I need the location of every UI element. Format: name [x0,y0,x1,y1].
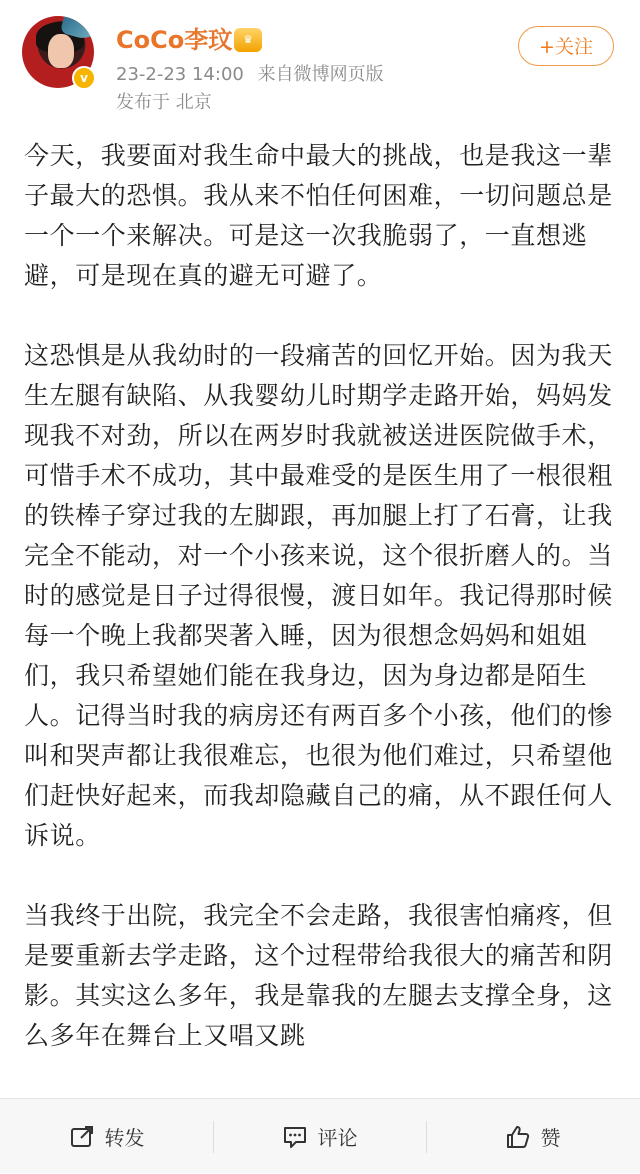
comment-button[interactable] [213,1099,426,1174]
post-location: 发布于 北京 [116,92,212,113]
follow-button[interactable]: +关注 [518,26,614,66]
comment-icon [282,1124,308,1150]
like-label: 赞 [540,1126,561,1150]
like-button[interactable] [426,1099,639,1174]
post-paragraph-3: 当我终于出院，我完全不会走路，我很害怕痛疼，但是要重新去学走路，这个过程带给我很大的痛苦和阴影。其实这么多年，我是靠我的左腿去支撑全身，这么多年在舞台上又唱又跳 [24,901,613,1050]
repost-label: 转发 [104,1126,145,1150]
post-timestamp: 23-2-23 14:00 [116,64,244,85]
comment-label: 评论 [317,1126,358,1150]
post-source: 来自微博网页版 [257,64,384,85]
post-meta [116,62,392,88]
post-paragraph-1: 今天，我要面对我生命中最大的挑战，也是我这一辈子最大的恐惧。我从来不怕任何困难，一切问题总是一个一个来解决。可是这一次我脆弱了，一直想逃避，可是现在真的避无可避了。 [24,141,613,290]
bottom-toolbar [0,1098,640,1173]
repost-icon [69,1124,95,1150]
thumbs-up-icon [505,1124,531,1150]
repost-button[interactable] [0,1099,213,1174]
post-paragraph-2: 这恐惧是从我幼时的一段痛苦的回忆开始。因为我天生左腿有缺陷、从我婴幼儿时期学走路开始，妈妈发现我不对劲，所以在两岁时我就被送进医院做手术，可惜手术不成功，其中最难受的是医生用了一根很粗的铁棒子穿过我的左脚跟，再加腿上打了石膏，让我完全不能动，对一个小孩来说，这个很折磨人的。当时的感觉是日子过得很慢，渡日如年。我记得那时候每一个晚上我都哭著入睡，因为很想念妈妈和姐姐们，我只希望她们能在我身边，因为身边都是陌生人。记得当时我的病房还有两百多个小孩，他们的惨叫和哭声都让我很难忘，也很为他们难过，只希望他们赶快好起来，而我却隐藏自己的痛，从不跟任何人诉说。 [24,341,613,850]
username[interactable]: CoCo李玟 [116,26,233,54]
avatar-face [48,34,74,68]
verified-badge-icon: v [72,66,96,90]
post-header [0,0,640,120]
post-body [24,136,620,1098]
vip-crown-icon: ♛ [234,28,262,52]
